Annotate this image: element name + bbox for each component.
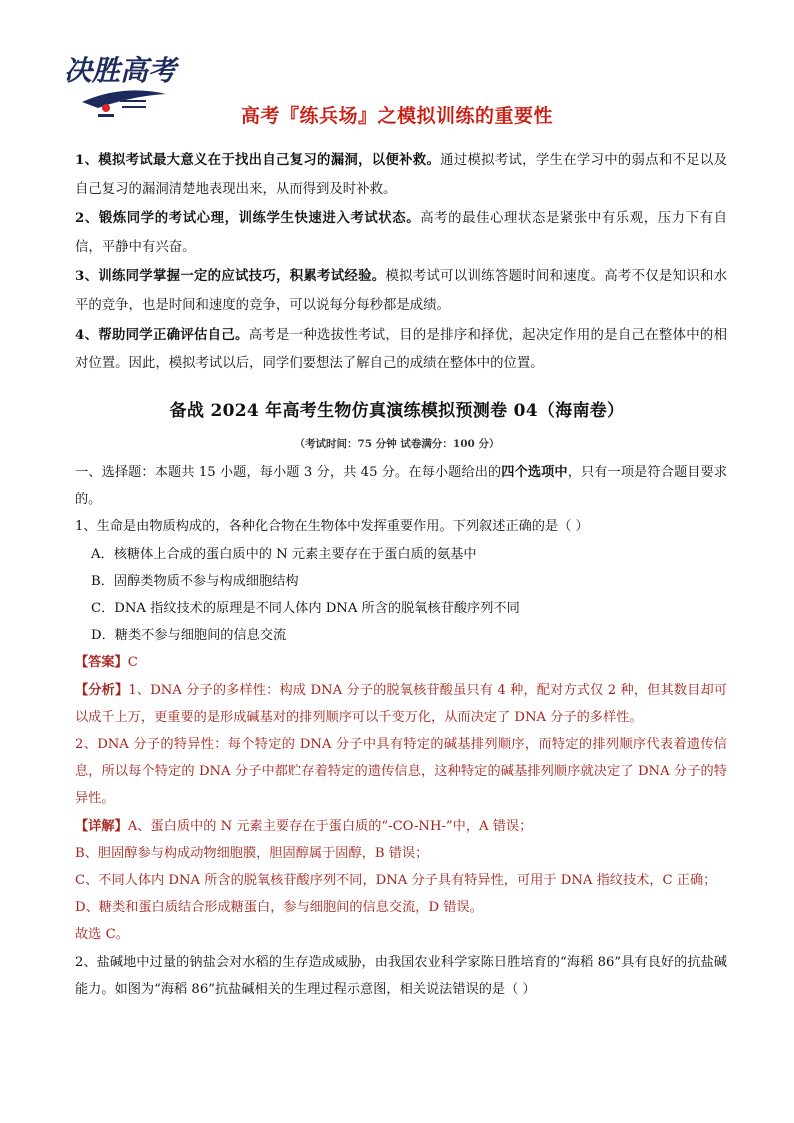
question-1-analysis-2: 2、DNA 分子的特异性：每个特定的 DNA 分子中具有特定的碱基排列顺序，而特定的排列顺序代表着遗传信息，所以每个特定的 DNA 分子中都贮存着特定的遗传信息，这种特定的碱基排列顺序就决定了 DNA 分子的特异性。 [75, 737, 727, 807]
logo-text: 决胜高考 [64, 54, 177, 87]
section-instruction: 一、选择题：本题共 15 小题，每小题 3 分，共 45 分。在每小题给出的四个选项中，只有一项是符合题目要求的。 [75, 465, 728, 508]
question-1-answer: 【答案】C [75, 655, 138, 671]
question-1-stem: 1、生命是由物质构成的，各种化合物在生物体中发挥重要作用。下列叙述正确的是（ ） [75, 519, 589, 535]
question-1-detail-a: 【详解】A、蛋白质中的 N 元素主要存在于蛋白质的“-CO-NH-”中，A 错误； [75, 818, 533, 834]
intro-point-2: 2、锻炼同学的考试心理，训练学生快速进入考试状态。高考的最佳心理状态是紧张中有乐观，压力下有自信，平静中有兴奋。 [75, 210, 727, 255]
question-1-option-c: C．DNA 指纹技术的原理是不同人体内 DNA 所含的脱氧核苷酸序列不同 [91, 601, 520, 617]
intro-section [75, 146, 727, 379]
question-1-option-d: D．糖类不参与细胞间的信息交流 [91, 628, 287, 644]
intro-point-1: 1、模拟考试最大意义在于找出自己复习的漏洞，以便补救。通过模拟考试，学生在学习中的弱点和不足以及自己复习的漏洞清楚地表现出来，从而得到及时补救。 [75, 152, 727, 197]
question-1-option-a: A．核糖体上合成的蛋白质中的 N 元素主要存在于蛋白质的氨基中 [91, 546, 477, 562]
question-1-conclusion: 故选 C。 [75, 927, 129, 943]
intro-point-3: 3、训练同学掌握一定的应试技巧，积累考试经验。模拟考试可以训练答题时间和速度。高考不仅是知识和水平的竞争，也是时间和速度的竞争，可以说每分每秒都是成绩。 [75, 268, 727, 313]
banner-title: 高考『练兵场』之模拟训练的重要性 [240, 105, 553, 127]
exam-title: 备战 2024 年高考生物仿真演练模拟预测卷 04（海南卷） [169, 401, 625, 421]
exam-info: （考试时间：75 分钟 试卷满分：100 分） [294, 438, 500, 450]
question-1-option-b: B．固醇类物质不参与构成细胞结构 [91, 573, 299, 589]
question-1-analysis-1: 【分析】1、DNA 分子的多样性：构成 DNA 分子的脱氧核苷酸虽只有 4 种，配对方式仅 2 种，但其数目却可以成千上万，更重要的是形成碱基对的排列顺序可以千变万化，从而决定了 DNA 分子的多样性。 [75, 682, 727, 725]
question-1-detail-d: D、糖类和蛋白质结合形成糖蛋白，参与细胞间的信息交流，D 错误。 [75, 900, 483, 916]
question-2-stem: 2、盐碱地中过量的钠盐会对水稻的生存造成威胁，由我国农业科学家陈日胜培育的“海稻 86”具有良好的抗盐碱能力。如图为“海稻 86”抗盐碱相关的生理过程示意图，相关说法错误的是（ ） [75, 954, 727, 997]
intro-point-4: 4、帮助同学正确评估自己。高考是一种选拔性考试，目的是排序和择优，起决定作用的是自己在整体中的相对位置。因此，模拟考试以后，同学们要想法了解自己的成绩在整体中的位置。 [75, 326, 727, 372]
question-1-detail-c: C、不同人体内 DNA 所含的脱氧核苷酸序列不同，DNA 分子具有特异性，可用于 DNA 指纹技术，C 正确； [75, 873, 717, 889]
question-body [75, 459, 727, 1003]
question-1-detail-b: B、胆固醇参与构成动物细胞膜，胆固醇属于固醇，B 错误； [75, 845, 429, 861]
